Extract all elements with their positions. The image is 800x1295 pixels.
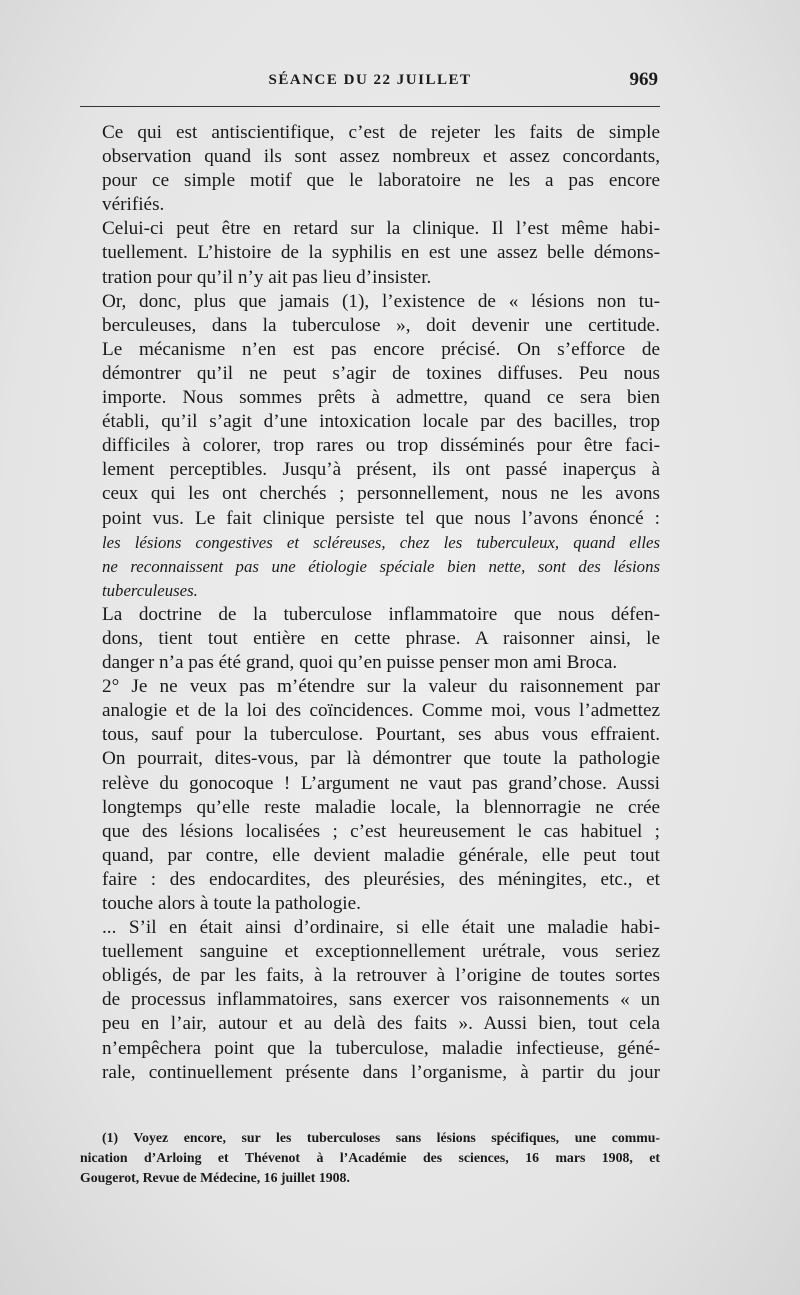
paragraph — [80, 675, 660, 916]
text-line: n’empêchera point que la tuberculose, maladie infectieuse, géné- — [102, 1037, 660, 1059]
text-line: point vus. Le fait clinique persiste tel que nous l’avons énoncé : — [102, 507, 660, 529]
text-line: analogie et de la loi des coïncidences. Comme moi, vous l’admettez — [102, 700, 660, 722]
text-line: berculeuses, dans la tuberculose », doit devenir une certitude. — [102, 314, 660, 336]
text-line: lement perceptibles. Jusqu’à présent, ils ont passé inaperçus à — [102, 459, 660, 481]
text-line: pour ce simple motif que le laboratoire ne les a pas encore — [102, 170, 660, 192]
page-header — [80, 69, 660, 96]
text-line: observation quand ils sont assez nombreux et assez concordants, — [102, 146, 660, 168]
text-line: de processus inflammatoires, sans exercer vos raisonnements « un — [102, 989, 660, 1011]
paragraph — [80, 603, 660, 675]
text-line: 2° Je ne veux pas m’étendre sur la valeur du raisonnement par — [102, 676, 660, 698]
header-rule — [80, 106, 660, 107]
footnote-line: Gougerot, Revue de Médecine, 16 juillet 1908. — [80, 1170, 350, 1185]
italic-text-line: tuberculeuses. — [102, 580, 198, 600]
running-title: SÉANCE DU 22 JUILLET — [268, 72, 472, 88]
text-line: tuellement sanguine et exceptionnellement urétrale, vous seriez — [102, 941, 660, 963]
text-line: rale, continuellement présente dans l’organisme, à partir du jour — [102, 1061, 660, 1083]
text-line: touche alors à toute la pathologie. — [102, 893, 361, 914]
text-line: ceux qui les ont cherchés ; personnellement, nous ne les avons — [102, 483, 660, 505]
body-text — [80, 121, 660, 1085]
text-line: tration pour qu’il n’y ait pas lieu d’insister. — [102, 266, 432, 288]
paragraph — [80, 290, 660, 603]
text-line: ... S’il en était ainsi d’ordinaire, si elle était une maladie habi- — [102, 917, 660, 939]
italic-text-line: ne reconnaissent pas une étiologie spéciale bien nette, sont des lésions — [102, 556, 660, 576]
paragraph — [80, 217, 660, 289]
text-line: obligés, de par les faits, à la retrouver à l’origine de toutes sortes — [102, 965, 660, 987]
text-line: difficiles à colorer, trop rares ou trop disséminés pour être faci- — [102, 435, 660, 457]
text-line: Ce qui est antiscientifique, c’est de rejeter les faits de simple — [102, 122, 660, 143]
text-line: établi, qu’il s’agit d’une intoxication locale par des bacilles, trop — [102, 411, 660, 433]
text-line: quand, par contre, elle devient maladie générale, elle peut tout — [102, 844, 660, 866]
paragraph — [80, 121, 660, 217]
page-number: 969 — [629, 69, 658, 90]
text-line: tuellement. L’histoire de la syphilis en est une assez belle démons- — [102, 242, 660, 264]
footnote-line: (1) Voyez encore, sur les tuberculoses sans lésions spécifiques, une commu- — [102, 1130, 660, 1145]
text-line: Celui-ci peut être en retard sur la clinique. Il l’est même habi- — [102, 218, 660, 240]
text-line: La doctrine de la tuberculose inflammatoire que nous défen- — [102, 603, 660, 625]
text-line: Le mécanisme n’en est pas encore précisé. On s’efforce de — [102, 338, 660, 360]
text-line: faire : des endocardites, des pleurésies, des méningites, etc., et — [102, 868, 660, 890]
text-line: peu en l’air, autour et au delà des faits ». Aussi bien, tout cela — [102, 1013, 660, 1035]
text-line: danger n’a pas été grand, quoi qu’en puisse penser mon ami Broca. — [102, 652, 618, 674]
italic-text-line: les lésions congestives et scléreuses, chez les tuberculeux, quand elles — [102, 532, 660, 552]
text-line: vérifiés. — [102, 194, 165, 216]
paragraph — [80, 916, 660, 1085]
text-line: tous, sauf pour la tuberculose. Pourtant, ses abus vous effraient. — [102, 724, 660, 746]
text-line: que des lésions localisées ; c’est heureusement le cas habituel ; — [102, 820, 660, 842]
text-line: Or, donc, plus que jamais (1), l’existence de « lésions non tu- — [102, 290, 660, 312]
text-line: longtemps qu’elle reste maladie locale, la blennorragie ne crée — [102, 796, 660, 818]
text-line: importe. Nous sommes prêts à admettre, quand ce sera bien — [102, 387, 660, 409]
footnote-line: nication d’Arloing et Thévenot à l’Académie des sciences, 16 mars 1908, et — [80, 1150, 660, 1165]
text-line: dons, tient tout entière en cette phrase. A raisonner ainsi, le — [102, 627, 660, 649]
text-line: On pourrait, dites-vous, par là démontrer que toute la pathologie — [102, 748, 660, 770]
text-line: relève du gonocoque ! L’argument ne vaut pas grand’chose. Aussi — [102, 772, 660, 794]
footnote — [80, 1128, 660, 1188]
text-line: démontrer qu’il ne peut s’agir de toxines diffuses. Peu nous — [102, 362, 660, 384]
